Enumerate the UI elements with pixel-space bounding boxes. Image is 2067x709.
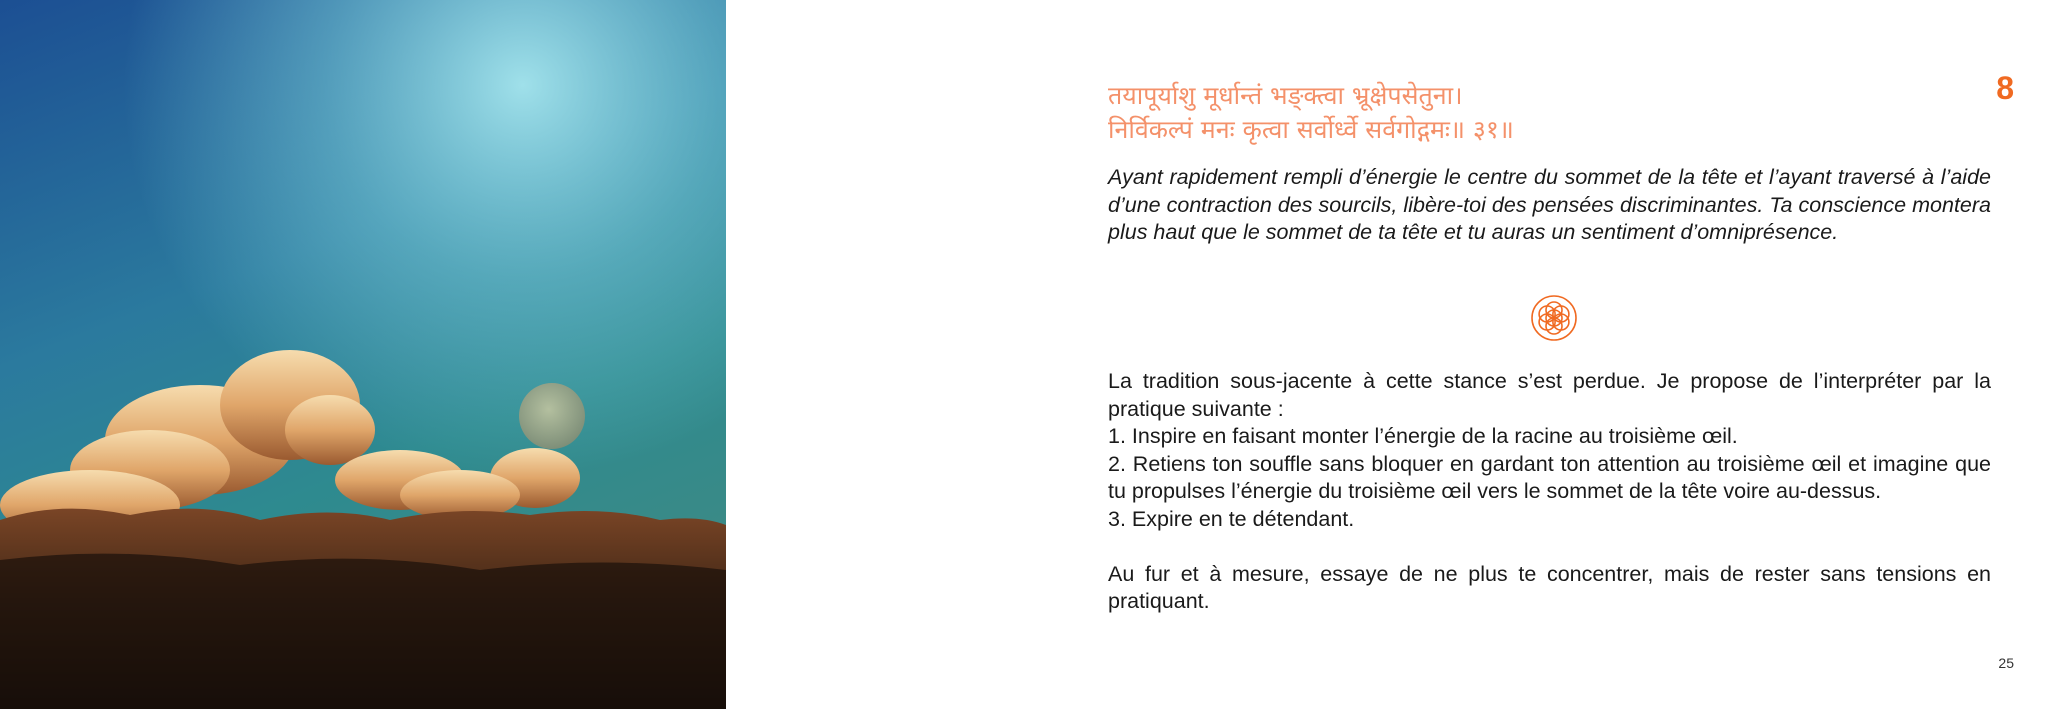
text-page	[726, 0, 2067, 709]
flower-of-life-icon	[1526, 290, 1582, 346]
sanskrit-verse	[1108, 79, 1668, 147]
sky-photo	[0, 0, 726, 709]
step-3: 3. Expire en te détendant.	[1108, 506, 1355, 531]
step-1: 1. Inspire en faisant monter l’énergie de la racine au troisième œil.	[1108, 424, 1738, 448]
commentary-intro: La tradition sous-jacente à cette stance s’est perdue. Je propose de l’interpréter par la pratique suivante :	[1108, 369, 1991, 421]
step-2: 2. Retiens ton souffle sans bloquer en gardant ton attention au troisième œil et imagine que tu propulses l’énergie du troisième œil vers le sommet de la tête voire au-dessus.	[1108, 451, 1991, 503]
page-number: 25	[1998, 655, 2014, 671]
sanskrit-line-1: तयापूर्याशु मूर्धान्तं भङ्क्त्वा भ्रूक्षेपसेतुना।	[1108, 81, 1463, 110]
commentary-closing: Au fur et à mesure, essaye de ne plus te concentrer, mais de rester sans tensions en pratiquant.	[1108, 561, 1991, 613]
translation-text: Ayant rapidement rempli d’énergie le centre du sommet de la tête et l’ayant traversé à l’aide d’une contraction des sourcils, libère-toi des pensées discriminantes. Ta conscience montera plus haut que le sommet de ta tête et tu auras un sentiment d’omniprésence.	[1108, 165, 1991, 244]
stanza-number: 8	[1996, 70, 2014, 106]
sanskrit-line-2: निर्विकल्पं मनः कृत्वा सर्वोर्ध्वे सर्वगोद्गमः॥ ३१॥	[1108, 115, 1514, 144]
commentary	[1108, 368, 1991, 616]
